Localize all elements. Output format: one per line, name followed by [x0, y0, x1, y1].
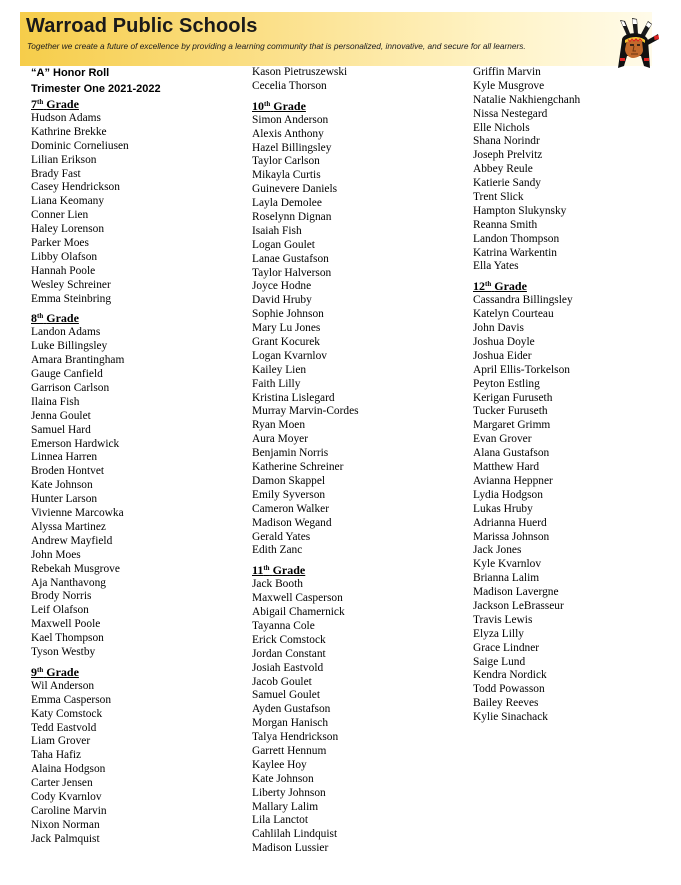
student-name: Erick Comstock [252, 633, 326, 646]
honor-roll-term: Trimester One 2021-2022 [31, 83, 161, 95]
student-name: Cassandra Billingsley [473, 294, 573, 307]
student-name: Gauge Canfield [31, 368, 103, 381]
student-name: Andrew Mayfield [31, 534, 113, 547]
student-name: Emma Steinbring [31, 292, 112, 305]
student-name: Tyson Westby [31, 645, 96, 658]
grade-heading-9: 9th Grade [31, 664, 79, 679]
student-name: Matthew Hard [473, 461, 540, 474]
student-name: Nissa Nestegard [473, 107, 548, 120]
student-name: Murray Marvin-Cordes [252, 405, 359, 418]
school-title: Warroad Public Schools [26, 15, 258, 37]
student-name: Shana Norindr [473, 135, 540, 148]
student-name: Leif Olafson [31, 604, 89, 617]
student-name: Alyssa Martinez [31, 520, 106, 533]
student-name: Cody Kvarnlov [31, 790, 102, 803]
student-name: Dominic Corneliusen [31, 139, 129, 152]
student-name: Jacob Goulet [252, 675, 312, 688]
student-name: Talya Hendrickson [252, 731, 339, 744]
warrior-head-logo-icon [614, 18, 660, 70]
student-name: Ayden Gustafson [252, 703, 331, 716]
student-name: Landon Thompson [473, 232, 560, 245]
student-name: Mikayla Curtis [252, 169, 321, 182]
student-name: Samuel Goulet [252, 689, 321, 702]
student-name: Casey Hendrickson [31, 181, 120, 194]
student-name: Tayanna Cole [252, 619, 315, 632]
student-name: Tedd Eastvold [31, 721, 97, 734]
student-name: Liberty Johnson [252, 786, 326, 799]
student-name: Vivienne Marcowka [31, 507, 124, 520]
student-name: Sophie Johnson [252, 308, 324, 321]
student-name: Libby Olafson [31, 250, 98, 263]
student-name: Brody Norris [31, 590, 92, 603]
student-name: Katherine Schreiner [252, 461, 344, 474]
student-name: Nixon Norman [31, 818, 100, 831]
student-name: Hampton Slukynsky [473, 204, 567, 217]
student-name: Aja Nanthavong [31, 576, 106, 589]
student-name: Ilaina Fish [31, 395, 80, 408]
student-name: Ella Yates [473, 260, 519, 273]
student-name: Joshua Doyle [473, 336, 535, 349]
student-name: Kailey Lien [252, 363, 307, 376]
student-name: Taylor Halverson [252, 266, 332, 279]
school-tagline: Together we create a future of excellence by providing a learning community that is personalized, innovative, and secure for all learners. [27, 41, 526, 51]
student-name: Katierie Sandy [473, 177, 542, 190]
grade-10-list [252, 114, 359, 559]
student-name: Morgan Hanisch [252, 717, 329, 730]
student-name: Cahlilah Lindquist [252, 828, 338, 841]
student-name: Tucker Furuseth [473, 405, 548, 418]
student-name: Brianna Lalim [473, 572, 540, 585]
student-name: Luke Billingsley [31, 340, 108, 353]
student-name: Landon Adams [31, 326, 101, 339]
student-name: Isaiah Fish [252, 224, 302, 237]
student-name: David Hruby [252, 294, 312, 307]
student-name: Lydia Hodgson [473, 488, 543, 501]
student-name: Aura Moyer [252, 433, 308, 446]
student-name: Kyle Musgrove [473, 79, 545, 92]
student-name: Madison Lussier [252, 842, 329, 855]
student-name: John Davis [473, 322, 524, 335]
student-name: Madison Lavergne [473, 586, 559, 599]
student-name: Peyton Estling [473, 377, 540, 390]
student-name: Taha Hafiz [31, 749, 82, 762]
student-name: Garrett Hennum [252, 744, 327, 757]
student-name: Kendra Nordick [473, 669, 547, 682]
student-name: Elyza Lilly [473, 627, 524, 640]
student-name: Lanae Gustafson [252, 252, 329, 265]
student-name: Mallary Lalim [252, 800, 319, 813]
grade-8-list [31, 326, 161, 659]
student-name: Adrianna Huerd [473, 516, 547, 529]
student-name: Margaret Grimm [473, 419, 551, 432]
student-name: Cameron Walker [252, 502, 329, 515]
student-name: John Moes [31, 548, 81, 561]
student-name: Joshua Eider [473, 349, 532, 362]
student-name: Hunter Larson [31, 493, 98, 506]
student-name: Kael Thompson [31, 632, 104, 645]
student-name: Hazel Billingsley [252, 141, 332, 154]
student-name: Hannah Poole [31, 264, 96, 277]
student-name: Kaylee Hoy [252, 758, 307, 771]
student-name: Layla Demolee [252, 197, 322, 210]
student-name: Linnea Harren [31, 451, 98, 464]
student-name: Jackson LeBrasseur [473, 599, 564, 612]
student-name: Emerson Hardwick [31, 437, 120, 450]
student-name: Saige Lund [473, 655, 526, 668]
student-name: Garrison Carlson [31, 382, 110, 395]
student-name: Liana Keomany [31, 195, 105, 208]
grade-7-list [31, 112, 161, 306]
student-name: Jack Booth [252, 578, 303, 591]
student-name: Evan Grover [473, 433, 532, 446]
student-name: Maxwell Casperson [252, 592, 343, 605]
student-name: Natalie Nakhiengchanh [473, 93, 581, 106]
student-name: Hudson Adams [31, 112, 101, 124]
student-name: Taylor Carlson [252, 155, 320, 168]
student-name: Samuel Hard [31, 423, 91, 436]
student-name: Grant Kocurek [252, 336, 320, 349]
student-name: Wil Anderson [31, 679, 95, 692]
student-name: Griffin Marvin [473, 66, 541, 78]
student-name: Gerald Yates [252, 530, 311, 543]
grade-heading-11: 11th Grade [252, 563, 306, 578]
student-name: Elle Nichols [473, 121, 530, 134]
grade-9-list [31, 680, 161, 847]
student-name: Katrina Warkentin [473, 246, 557, 259]
student-name: Josiah Eastvold [252, 661, 324, 674]
grade-12-list [473, 294, 580, 725]
student-name: Faith Lilly [252, 377, 301, 390]
student-name: Amara Brantingham [31, 354, 125, 367]
student-name: Marissa Johnson [473, 530, 550, 543]
student-name: Joyce Hodne [252, 280, 312, 293]
column-1 [31, 66, 161, 847]
honor-roll-title: “A” Honor Roll [31, 67, 110, 79]
student-name: Madison Wegand [252, 516, 332, 529]
student-name: Kate Johnson [252, 772, 314, 785]
student-name: Simon Anderson [252, 113, 329, 126]
student-name: Reanna Smith [473, 218, 538, 231]
student-name: Katy Comstock [31, 707, 103, 720]
student-name: Kyle Kvarnlov [473, 558, 542, 571]
student-name: Cecelia Thorson [252, 79, 327, 92]
student-name: Damon Skappel [252, 474, 326, 487]
student-name: Roselynn Dignan [252, 211, 332, 224]
student-name: Mary Lu Jones [252, 322, 321, 335]
student-name: Emma Casperson [31, 693, 112, 706]
student-name: Abbey Reule [473, 163, 533, 176]
grade-9-list-continued [252, 66, 359, 94]
column-3 [473, 66, 580, 725]
student-name: Benjamin Norris [252, 447, 329, 460]
column-2 [252, 66, 359, 856]
student-name: Liam Grover [31, 735, 91, 748]
student-name: Jordan Constant [252, 647, 326, 660]
student-name: Rebekah Musgrove [31, 562, 120, 575]
student-name: Lilian Erikson [31, 153, 97, 166]
student-name: Travis Lewis [473, 613, 533, 626]
student-name: Emily Syverson [252, 488, 326, 501]
student-name: Jack Jones [473, 544, 522, 557]
student-name: Kerigan Furuseth [473, 391, 553, 404]
student-name: Alexis Anthony [252, 127, 324, 140]
student-name: Bailey Reeves [473, 697, 539, 710]
student-name: Trent Slick [473, 191, 524, 204]
student-name: Brady Fast [31, 167, 81, 180]
grade-heading-12: 12th Grade [473, 279, 527, 294]
student-name: Logan Goulet [252, 238, 315, 251]
student-name: April Ellis-Torkelson [473, 363, 570, 376]
student-name: Alana Gustafson [473, 447, 550, 460]
header-banner [20, 12, 652, 66]
grade-11-list-continued [473, 66, 580, 274]
grade-heading-10: 10th Grade [252, 98, 306, 113]
student-name: Logan Kvarnlov [252, 349, 327, 362]
student-name: Jenna Goulet [31, 409, 91, 422]
student-name: Todd Powasson [473, 683, 545, 696]
student-name: Jack Palmquist [31, 832, 100, 845]
student-name: Wesley Schreiner [31, 278, 111, 291]
student-name: Broden Hontvet [31, 465, 105, 478]
student-name: Abigail Chamernick [252, 606, 345, 619]
student-name: Joseph Prelvitz [473, 149, 543, 162]
student-name: Kylie Sinachack [473, 711, 548, 724]
student-name: Edith Zanc [252, 544, 303, 557]
student-name: Carter Jensen [31, 777, 93, 790]
student-name: Grace Lindner [473, 641, 540, 654]
student-name: Alaina Hodgson [31, 763, 106, 776]
student-name: Conner Lien [31, 209, 89, 222]
student-name: Parker Moes [31, 237, 89, 250]
student-name: Kathrine Brekke [31, 125, 107, 138]
student-name: Avianna Heppner [473, 474, 553, 487]
grade-heading-7: 7th Grade [31, 97, 79, 111]
student-name: Caroline Marvin [31, 804, 107, 817]
student-name: Kate Johnson [31, 479, 93, 492]
grade-11-list [252, 578, 359, 856]
student-name: Lila Lanctot [252, 814, 308, 827]
student-name: Kason Pietruszewski [252, 66, 348, 78]
grade-heading-8: 8th Grade [31, 311, 79, 326]
student-name: Haley Lorenson [31, 223, 105, 236]
student-name: Lukas Hruby [473, 502, 533, 515]
student-name: Maxwell Poole [31, 618, 101, 631]
student-name: Ryan Moen [252, 419, 306, 432]
student-name: Katelyn Courteau [473, 308, 554, 321]
student-name: Guinevere Daniels [252, 183, 338, 196]
student-name: Kristina Lislegard [252, 391, 335, 404]
